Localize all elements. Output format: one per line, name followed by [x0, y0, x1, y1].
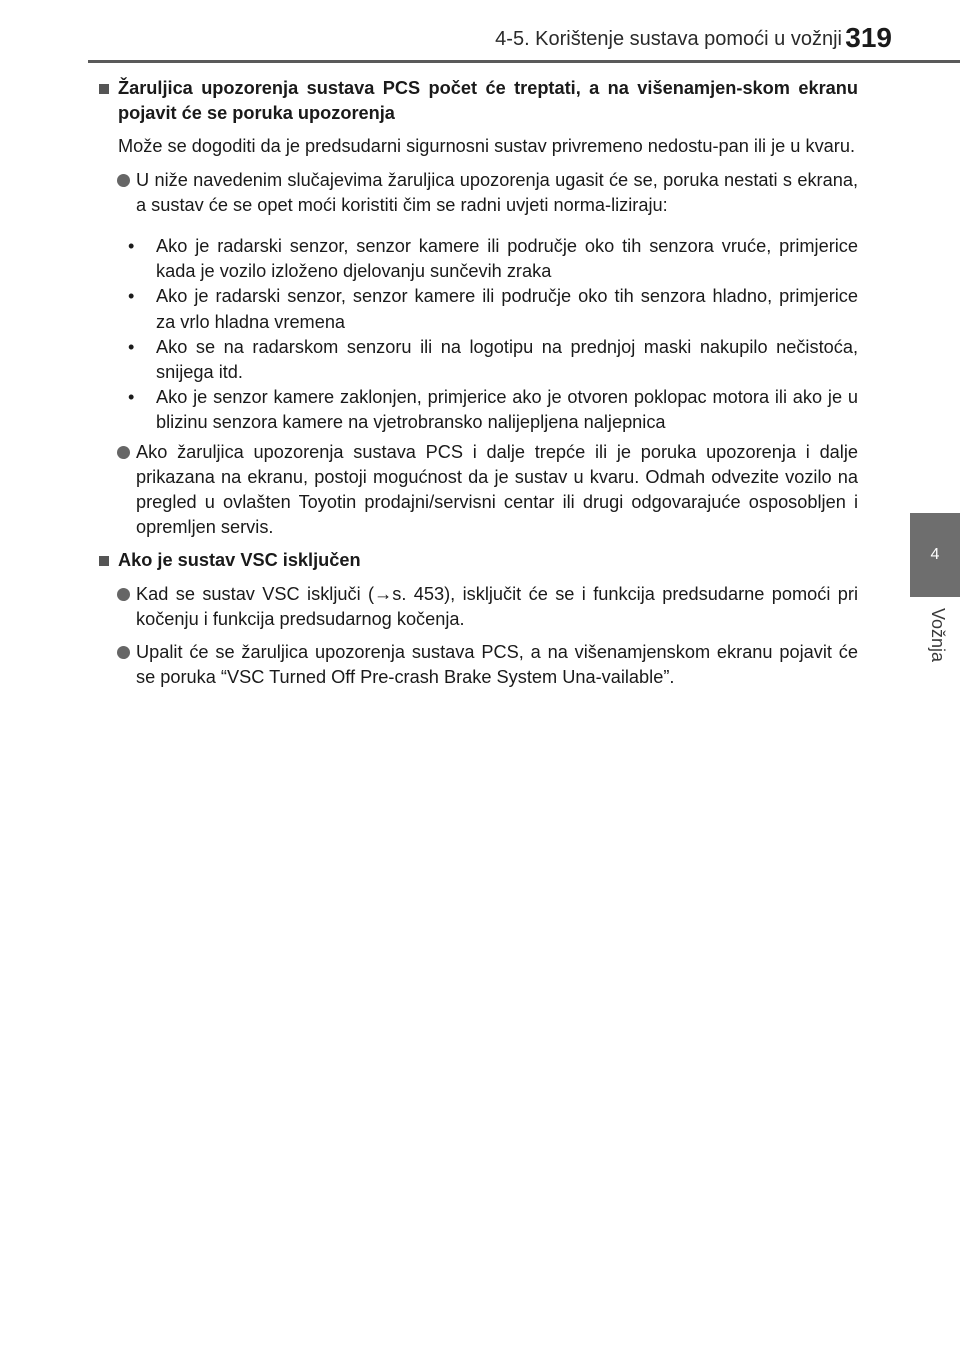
chapter-tab[interactable]	[910, 513, 960, 597]
sub-list-item: • Ako je radarski senzor, senzor kamere ili područje oko tih senzora hladno, primjerice za vrlo hladna vremena	[128, 286, 858, 332]
chapter-tab-number: 4	[930, 546, 940, 563]
chapter-tab-label: Vožnja	[928, 608, 948, 663]
sub-list-item: • Ako se na radarskom senzoru ili na logotipu na prednjoj maski nakupilo nečistoća, snijega itd.	[128, 336, 858, 383]
section-intro: Može se dogoditi da je predsudarni sigurnosni sustav privremeno nedostu-pan ili je u kvaru.	[118, 136, 856, 157]
list-item: Kad se sustav VSC isključi (→s. 453), isključit će se i funkcija predsudarne pomoći pri kočenju i funkcija predsudarnog kočenja.	[98, 582, 858, 632]
header-divider	[88, 60, 960, 63]
sub-list	[98, 234, 858, 436]
list-item: U niže navedenim slučajevima žaruljica upozorenja ugasit će se, poruka nestati s ekrana, a sustav će se opet moći koristiti čim se radni uvjeti norma-liziraju:	[98, 168, 858, 218]
dot-bullet-icon: •	[128, 286, 135, 307]
sub-list-item: • Ako je radarski senzor, senzor kamere ili područje oko tih senzora vruće, primjerice kada je vozilo izloženo djelovanju sunčevih zraka	[128, 236, 858, 282]
dot-bullet-icon: •	[128, 336, 135, 357]
dot-bullet-icon: •	[128, 236, 135, 257]
square-bullet-icon	[99, 556, 109, 566]
round-bullet-icon	[117, 588, 130, 601]
section-heading: Ako je sustav VSC isključen	[98, 548, 858, 573]
page-header	[88, 0, 960, 64]
dot-bullet-icon: •	[128, 387, 135, 408]
round-bullet-icon	[117, 646, 130, 659]
list-item: Ako žaruljica upozorenja sustava PCS i dalje trepće ili je poruka upozorenja i dalje prikazana na ekranu, postoji mogućnost da je sustav u kvaru. Odmah odvezite vozilo na pregled u ovlašten Toyotin prodajni/servisni centar ili drugi odgovarajuće osposobljen i opremljen servis.	[98, 440, 858, 541]
round-bullet-icon	[117, 174, 130, 187]
square-bullet-icon	[99, 84, 109, 94]
page-content	[98, 76, 858, 698]
chapter-title: 4-5. Korištenje sustava pomoći u vožnji	[495, 28, 842, 50]
list-item: Upalit će se žaruljica upozorenja sustava PCS, a na višenamjenskom ekranu pojavit će se poruka “VSC Turned Off Pre-crash Brake System Una-vailable”.	[98, 640, 858, 690]
section-heading: Žaruljica upozorenja sustava PCS počet će treptati, a na višenamjen-skom ekranu pojavit će se poruka upozorenja	[98, 76, 858, 126]
round-bullet-icon	[117, 446, 130, 459]
sub-list-item: • Ako je senzor kamere zaklonjen, primjerice ako je otvoren poklopac motora ili ako je u blizinu senzora kamere na vjetrobransko nalijepljena naljepnica	[128, 387, 858, 433]
page-number: 319	[845, 22, 892, 53]
